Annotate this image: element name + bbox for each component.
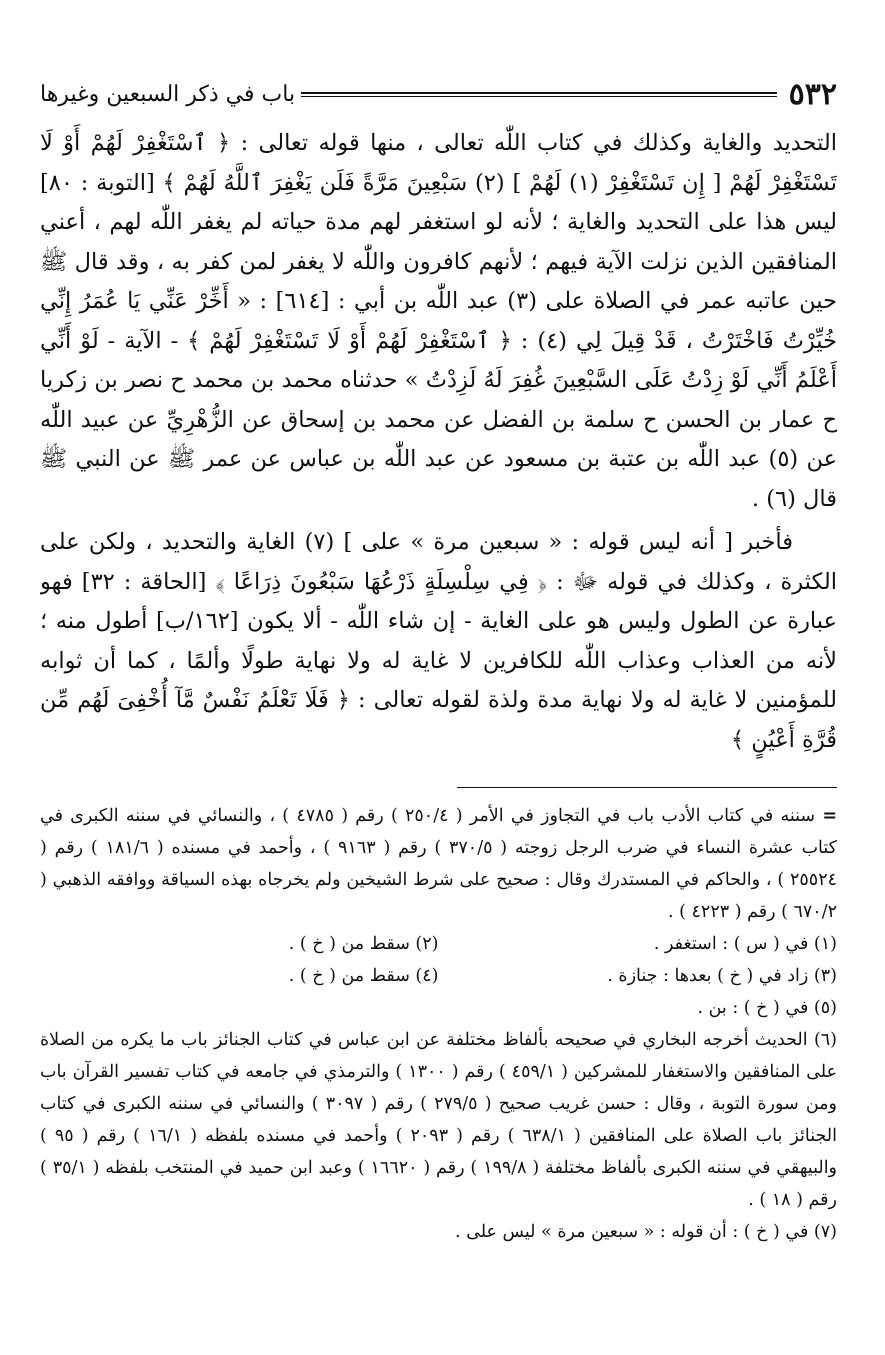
footnote-continuation: [40, 800, 837, 928]
running-head: باب في ذكر السبعين وغيرها: [40, 81, 296, 107]
paragraph-1: التحديد والغاية وكذلك في كتاب اللّٰه تعالى ، منها قوله تعالى : ﴿ ٱسْتَغْفِرْ لَهُمْ أَوْ لَا تَسْتَغْفِرْ لَهُمْ [ إِن تَسْتَغْفِرْ (١) لَهُمْ ] (٢) سَبْعِينَ مَرَّةً فَلَن يَغْفِرَ ٱللَّهُ لَهُمْ ﴾ [التوبة : ٨٠] ليس هذا على التحديد والغاية ؛ لأنه لو استغفر لهم مدة حياته لم يغفر اللّٰه لهم ، أعني المنافقين الذين نزلت الآية فيهم ؛ لأنهم كافرون واللّٰه لا يغفر لمن كفر به ، وقد قال ﷺ حين عاتبه عمر في الصلاة على (٣) عبد اللّٰه بن أبي : [٦١٤] : « أَخِّرْ عَنِّي يَا عُمَرُ إِنِّي خُيِّرْتُ فَاخْتَرْتُ ، قَدْ قِيلَ لِي (٤) : ﴿ ٱسْتَغْفِرْ لَهُمْ أَوْ لَا تَسْتَغْفِرْ لَهُمْ ﴾ - الآية - لَوْ أَنِّي أَعْلَمُ أَنِّي لَوْ زِدْتُ عَلَى السَّبْعِينَ غُفِرَ لَهُ لَزِدْتُ » حدثناه محمد بن محمد ح نصر بن زكريا ح عمار بن الحسن ح سلمة بن الفضل عن محمد بن إسحاق عن الزُّهْرِيِّ عن عبيد اللّٰه عن (٥) عبد اللّٰه بن عتبة بن مسعود عن عبد اللّٰه بن عباس عن عمر ﷺ عن النبي ﷺ قال (٦) .: [40, 130, 837, 512]
footnotes: [40, 800, 837, 1300]
footnote-5: (٥) في ( خ ) : بن .: [697, 998, 837, 1018]
page-number: ٥٣٢: [788, 76, 837, 112]
footnote-separator: [457, 787, 837, 788]
continuation-mark: =: [822, 806, 837, 826]
footnote-row: [40, 960, 837, 992]
footnote-7: (٧) في ( خ ) : أن قوله : « سبعين مرة » ليس على .: [455, 1222, 837, 1242]
main-text: [40, 124, 837, 774]
footnote-2: (٢) سقط من ( خ ) .: [288, 934, 439, 954]
footnote-6: (٦) الحديث أخرجه البخاري في صحيحه بألفاظ مختلفة عن ابن عباس في كتاب الجنائز باب ما يكره من الصلاة على المنافقين والاستغفار للمشركين ( ٤٥٩/١ ) رقم ( ١٣٠٠ ) والترمذي في جامعه في كتاب تفسير القرآن باب ومن سورة التوبة ، وقال : حسن غريب صحيح ( ٢٧٩/٥ ) رقم ( ٣٠٩٧ ) والنسائي في سننه الكبرى في كتاب الجنائز باب الصلاة على المنافقين ( ٦٣٨/١ ) رقم ( ٢٠٩٣ ) وأحمد في مسنده بلفظه ( ١٦/١ ) رقم ( ٩٥ ) والبيهقي في سننه الكبرى بألفاظ مختلفة ( ١٩٩/٨ ) رقم ( ١٦٦٢٠ ) وعبد ابن حميد في المنتخب بلفظه ( ٣٥/١ ) رقم ( ١٨ ) .: [40, 1030, 837, 1210]
footnote-continuation-text: سننه في كتاب الأدب باب في التجاوز في الأمر ( ٢٥٠/٤ ) رقم ( ٤٧٨٥ ) ، والنسائي في سننه الكبرى في كتاب عشرة النساء في ضرب الرجل زوجته ( ٣٧٠/٥ ) رقم ( ٩١٦٣ ) ، وأحمد في مسنده ( ١٨١/٦ ) رقم ( ٢٥٥٢٤ ) ، والحاكم في المستدرك وقال : صحيح على شرط الشيخين ولم يخرجاه بهذه السياقة ووافقه الذهبي ( ٦٧٠/٢ ) رقم ( ٤٢٢٣ ) .: [40, 806, 837, 922]
header-rule: [301, 92, 777, 97]
paragraph-2: فأخبر [ أنه ليس قوله : « سبعين مرة » على ] (٧) الغاية والتحديد ، ولكن على الكثرة ، وكذلك في قوله ﷻ : ﴿ فِي سِلْسِلَةٍ ذَرْعُهَا سَبْعُونَ ذِرَاعًا ﴾ [الحاقة : ٣٢] فهو عبارة عن الطول وليس هو على الغاية - إن شاء اللّٰه - ألا يكون [١٦٢/ب] أطول منه ؛ لأنه من العذاب وعذاب اللّٰه للكافرين لا غاية له ولا نهاية طولًا وألمًا ، كما أن ثوابه للمؤمنين لا غاية له ولا نهاية مدة ولذة لقوله تعالى : ﴿ فَلَا تَعْلَمُ نَفْسٌ مَّآ أُخْفِىَ لَهُم مِّن قُرَّةِ أَعْيُنٍ ﴾: [40, 529, 837, 753]
footnote-1: (١) في ( س ) : استغفر .: [653, 934, 837, 954]
footnote-3: (٣) زاد في ( خ ) بعدها : جنازة .: [607, 966, 837, 986]
footnote-row: [40, 928, 837, 960]
footnote-4: (٤) سقط من ( خ ) .: [288, 966, 439, 986]
page-header: [40, 74, 837, 114]
